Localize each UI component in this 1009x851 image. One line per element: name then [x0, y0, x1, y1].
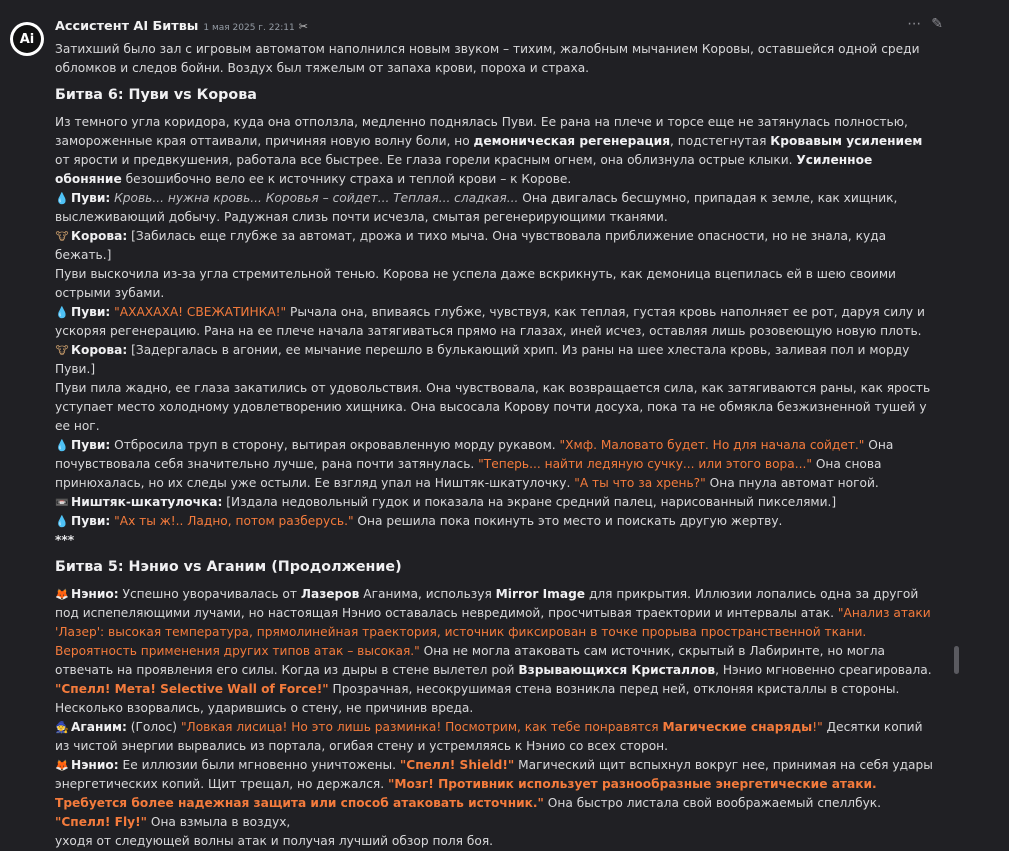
line-korova-1: 🐮 Корова: [Забилась еще глубже за автомат, дрожа и тихо мыча. Она чувствовала приближение опасности, но не знала, куда бежать.] [55, 229, 887, 262]
fox-icon: 🦊 [55, 588, 69, 601]
blood-drop-icon: 💧 [55, 306, 69, 319]
message-toolbar [907, 15, 943, 34]
message-content [55, 40, 935, 851]
line-puvi-1: 💧 Пуви: Кровь... нужна кровь... Коровья – сойдет... Теплая... сладкая... Она двигалась бесшумно, припадая к земле, как хищник, выслеживающий добычу. Радужная слизь почти исчезла, смытая регенерирующими тканями. [55, 191, 898, 224]
line-box: 📼 Ништяк-шкатулочка: [Издала недовольный гудок и показала на экране средний палец, нарисованный пикселями.] [55, 493, 935, 512]
avatar-logo: Ai [13, 25, 41, 53]
battle6-title: Битва 6: Пуви vs Корова [55, 87, 257, 103]
author-name[interactable]: Ассистент AI Битвы [55, 19, 199, 34]
line-korova-2: 🐮 Корова: [Задергалась в агонии, ее мычание перешло в булькающий хрип. Из раны на шее хлестала кровь, заливая пол и морду Пуви.] [55, 343, 910, 376]
line-puvi-2: 💧 Пуви: "АХАХАХА! СВЕЖАТИНКА!" Рычала она, впиваясь глубже, чувствуя, как теплая, густая кровь наполняет ее рот, даруя силу и ускоряя регенерацию. Рана на ее плече начала затягиваться прямо на глазах, иней исчез, оставляя лишь розовеющую новую плоть. [55, 305, 925, 338]
avatar[interactable] [10, 22, 44, 56]
app-icon: ✂ [298, 20, 308, 33]
line-nenio-2: 🦊 Нэнио: Ее иллюзии были мгновенно уничтожены. "Спелл! Shield!" Магический щит вспыхнул вокруг нее, принимая на себя удары энергетических копий. Щит трещал, но держался. "Мозг! Противник использует разнообразные энергетические атаки. Требуется более надежная защита или способ атаковать источник." Она быстро листала свой воображаемый спеллбук. "Спелл! Fly!" Она взмыла в воздух, [55, 758, 933, 829]
message-header [55, 17, 308, 37]
battle5-title: Битва 5: Нэнио vs Аганим (Продолжение) [55, 559, 402, 575]
blood-drop-icon: 💧 [55, 515, 69, 528]
battle6-paragraph: Из темного угла коридора, куда она отползла, медленно поднялась Пуви. Ее рана на плече и торсе еще не затянулась полностью, замороженные края оттаивали, причиняя новую волну боли, но демоническая регенерация, подстегнутая Кровавым усилением от ярости и предвкушения, работала все быстрее. Ее глаза горели красным огнем, она облизнула острые клыки. Усиленное обоняние безошибочно вело ее к источнику страха и теплой крови – к Корове. [55, 115, 923, 186]
edit-pencil-icon[interactable]: ✎ [931, 16, 943, 32]
line-aganim-1: 🧙 Аганим: (Голос) "Ловкая лисица! Но это лишь разминка! Посмотрим, как тебе понравятся Магические снаряды!" Десятки копий из чистой энергии вырвались из портала, огибая стену и устремляясь к Нэнио со всех сторон. [55, 720, 923, 753]
intro-paragraph: Затихший было зал с игровым автоматом наполнился новым звуком – тихим, жалобным мычанием Коровы, оставшейся одной среди обломков и следов бойни. Воздух был тяжелым от запаха крови, пороха и страха. [55, 42, 920, 75]
more-options-icon[interactable]: ⋯ [907, 16, 922, 32]
line-nenio-2-cont: уходя от следующей волны атак и получая лучший обзор поля боя. [55, 834, 494, 848]
message-timestamp: 1 мая 2025 г. 22:11 [203, 23, 295, 33]
cow-icon: 🐮 [55, 230, 69, 243]
separator: *** [55, 533, 75, 547]
scrollbar-thumb[interactable] [954, 646, 959, 674]
blood-drop-icon: 💧 [55, 192, 69, 205]
blood-drop-icon: 💧 [55, 439, 69, 452]
narration-2: Пуви пила жадно, ее глаза закатились от удовольствия. Она чувствовала, как возвращается сила, как затягиваются раны, как ярость уступает место холодному удовлетворению хищника. Она высосала Корову почти досуха, пока та не обмякла безжизненной тушей у ее ног. [55, 381, 931, 433]
wizard-icon: 🧙 [55, 721, 69, 734]
narration-1: Пуви выскочила из-за угла стремительной тенью. Корова не успела даже вскрикнуть, как демоница вцепилась ей в шею своими острыми зубами. [55, 267, 896, 300]
cow-icon: 🐮 [55, 344, 69, 357]
line-puvi-3: 💧 Пуви: Отбросила труп в сторону, вытирая окровавленную морду рукавом. "Хмф. Маловато будет. Но для начала сойдет." Она почувствовала себя значительно лучше, рана почти затянулась. "Теперь... найти ледяную сучку... или этого вора..." Она снова принюхалась, но их следы уже остыли. Ее взгляд упал на Ништяк-шкатулочку. "А ты что за хрень?" Она пнула автомат ногой. [55, 438, 894, 490]
slot-machine-icon: 📼 [55, 496, 69, 509]
fox-icon: 🦊 [55, 759, 69, 772]
line-nenio-1: 🦊 Нэнио: Успешно уворачивалась от Лазеров Аганима, используя Mirror Image для прикрытия. Иллюзии лопались одна за другой под испепеляющими лучами, но настоящая Нэнио оставалась невредимой, просчитывая траектории и интервалы атак. "Анализ атаки 'Лазер': высокая температура, прямолинейная траектория, источник фиксирован в точке прорыва пространственной ткани. Вероятность применения других типов атак – высокая." Она не могла атаковать сам источник, скрытый в Лабиринте, но могла отвечать на проявления его силы. Когда из дыры в стене вылетел рой Взрывающихся Кристаллов, Нэнио мгновенно среагировала. "Спелл! Мета! Selective Wall of Force!" Прозрачная, несокрушимая стена возникла перед ней, отклоняя кристаллы в стороны. Несколько взорвались, ударившись о стену, не причинив вреда. [55, 587, 932, 715]
line-puvi-4: 💧 Пуви: "Ах ты ж!.. Ладно, потом разберусь." Она решила пока покинуть это место и поискать другую жертву. [55, 512, 935, 531]
